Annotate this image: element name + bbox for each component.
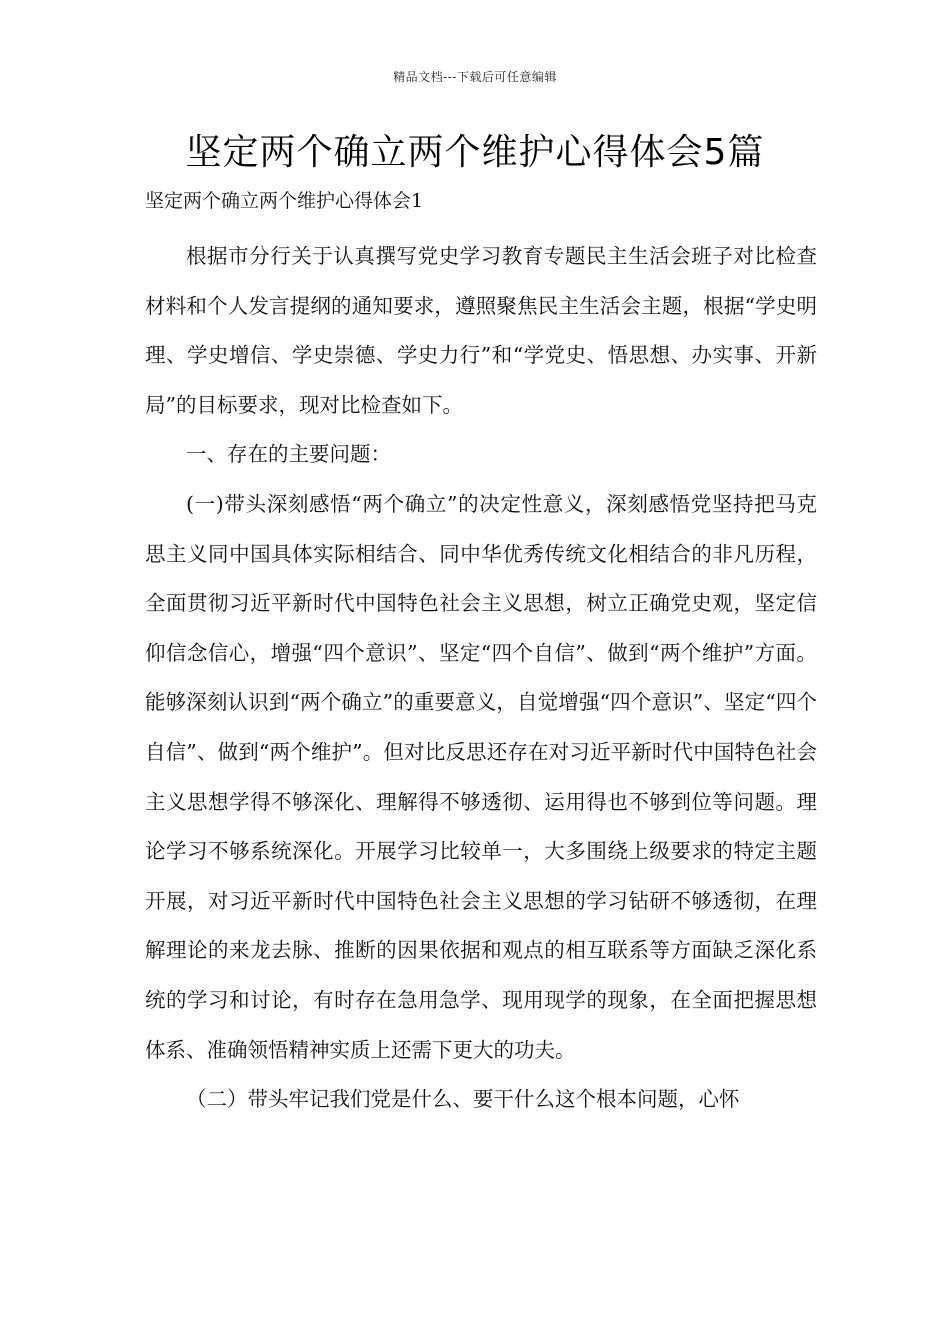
paragraph-intro: 根据市分行关于认真撰写党史学习教育专题民主生活会班子对比检查材料和个人发言提纲的通知要求，遵照聚焦民主生活会主题，根据“学史明理、学史增信、学史崇德、学史力行”和“学党史、悟思想、办实事、开新局”的目标要求，现对比检查如下。 (145, 244, 817, 417)
header-note: 精品文档---下载后可任意编辑 (393, 70, 557, 84)
paragraph-point-two: （二）带头牢记我们党是什么、要干什么这个根本问题，心怀 (186, 1087, 740, 1112)
section-heading: 坚定两个确立两个维护心得体会1 (145, 190, 424, 212)
paragraph-heading-problems: 一、存在的主要问题： (186, 442, 391, 467)
document-title: 坚定两个确立两个维护心得体会5篇 (185, 132, 765, 173)
paragraph-point-one: (一)带头深刻感悟“两个确立”的决定性意义，深刻感悟党坚持把马克思主义同中国具体实际相结合、同中华优秀传统文化相结合的非凡历程，全面贯彻习近平新时代中国特色社会主义思想，树立正确党史观，坚定信仰信念信心，增强“四个意识”、坚定“四个自信”、做到“两个维护”方面。能够深刻认识到“两个确立”的重要意义，自觉增强“四个意识”、坚定“四个自信”、做到“两个维护”。但对比反思还存在对习近平新时代中国特色社会主义思想学得不够深化、理解得不够透彻、运用得也不够到位等问题。理论学习不够系统深化。开展学习比较单一，大多围绕上级要求的特定主题开展，对习近平新时代中国特色社会主义思想的学习钻研不够透彻，在理解理论的来龙去脉、推断的因果依据和观点的相互联系等方面缺乏深化系统的学习和讨论，有时存在急用急学、现用现学的现象，在全面把握思想体系、准确领悟精神实质上还需下更大的功夫。 (145, 491, 817, 1062)
document-body (145, 232, 817, 1125)
